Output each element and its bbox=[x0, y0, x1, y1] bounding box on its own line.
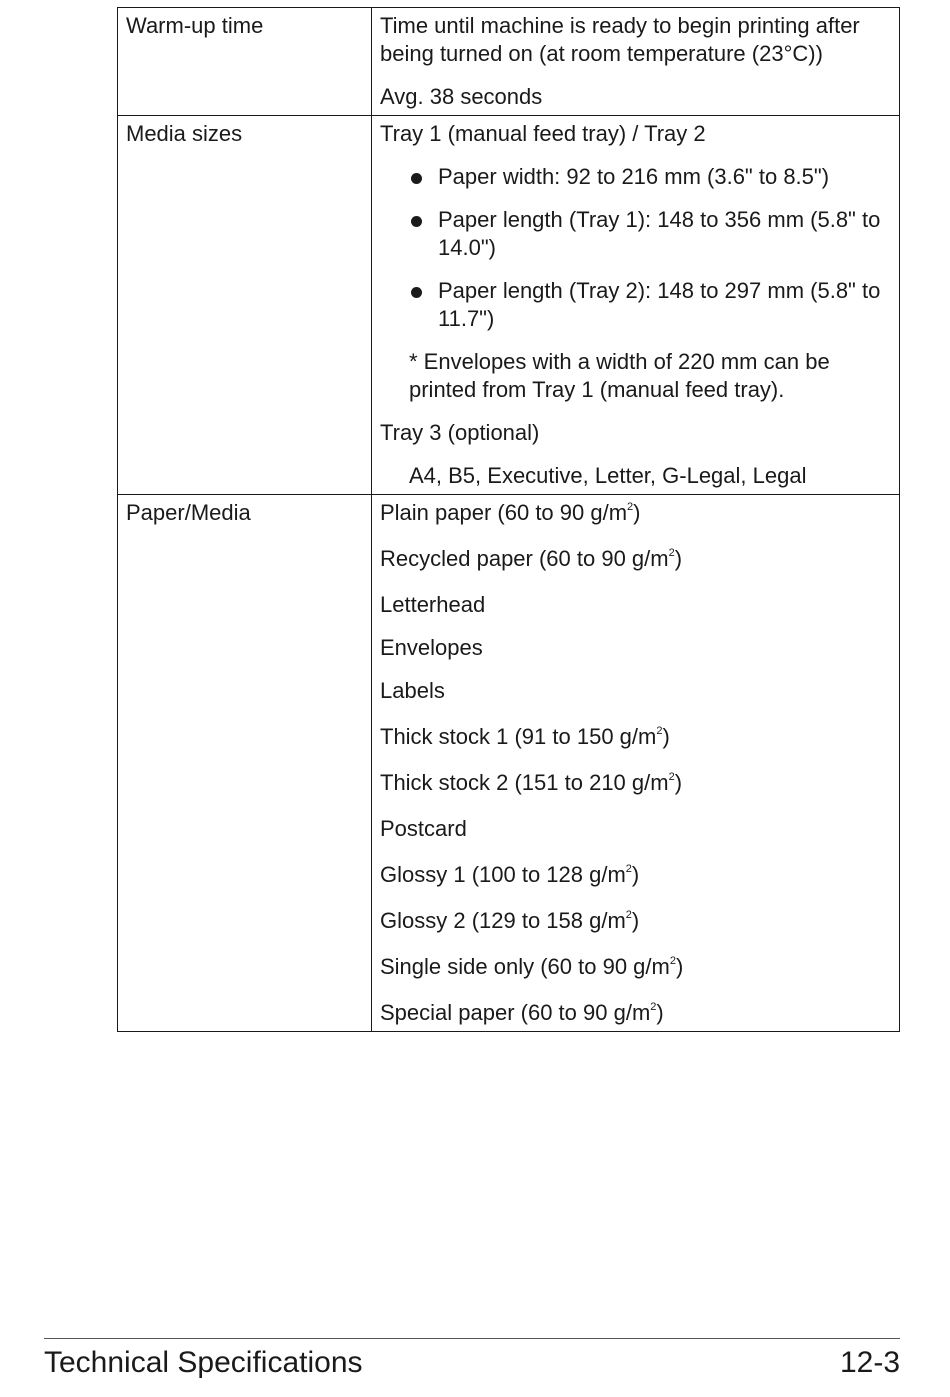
warmup-average: Avg. 38 seconds bbox=[380, 84, 543, 109]
media-type-text: Labels bbox=[380, 678, 445, 703]
footer-divider bbox=[44, 1338, 900, 1339]
unit-superscript: 2 bbox=[627, 500, 634, 513]
closing-paren: ) bbox=[631, 908, 640, 933]
bullet-icon bbox=[411, 287, 422, 298]
bullet-icon bbox=[411, 216, 422, 227]
media-type-text: Plain paper (60 to 90 g/m bbox=[380, 500, 628, 525]
list-item bbox=[380, 499, 891, 527]
media-type-text: Glossy 1 (100 to 128 g/m bbox=[380, 862, 626, 887]
list-item bbox=[380, 206, 891, 262]
spec-row-media-sizes bbox=[118, 116, 900, 495]
list-item bbox=[380, 545, 891, 573]
media-type-text: Postcard bbox=[380, 816, 467, 841]
media-type-text: Recycled paper (60 to 90 g/m bbox=[380, 546, 669, 571]
closing-paren: ) bbox=[662, 724, 670, 749]
spec-label-warmup: Warm-up time bbox=[118, 8, 372, 116]
tray3-sizes: A4, B5, Executive, Letter, G-Legal, Legal bbox=[409, 463, 807, 488]
list-item bbox=[380, 591, 891, 619]
warmup-description: Time until machine is ready to begin printing after being turned on (at room temperature (23°C)) bbox=[380, 13, 860, 66]
closing-paren: ) bbox=[674, 770, 683, 795]
spec-value-paper-media bbox=[372, 495, 900, 1032]
closing-paren: ) bbox=[633, 500, 641, 525]
list-item bbox=[380, 907, 891, 935]
media-type-text: Special paper (60 to 90 g/m bbox=[380, 1000, 651, 1025]
media-type-text: Single side only (60 to 90 g/m bbox=[380, 954, 670, 979]
list-item bbox=[380, 634, 891, 662]
list-item bbox=[380, 277, 891, 333]
list-item bbox=[380, 163, 891, 191]
spec-row-paper-media bbox=[118, 495, 900, 1032]
bullet-text-paper-length-tray1: Paper length (Tray 1): 148 to 356 mm (5.8" to 14.0") bbox=[438, 207, 881, 260]
spec-value-media-sizes bbox=[372, 116, 900, 495]
list-item bbox=[380, 769, 891, 797]
list-item bbox=[380, 815, 891, 843]
spec-label-paper-media: Paper/Media bbox=[118, 495, 372, 1032]
bullet-text-paper-width: Paper width: 92 to 216 mm (3.6" to 8.5") bbox=[438, 164, 830, 189]
list-item bbox=[380, 861, 891, 889]
media-type-text: Envelopes bbox=[380, 635, 483, 660]
spec-row-warmup bbox=[118, 8, 900, 116]
paper-media-list bbox=[380, 499, 891, 1027]
list-item bbox=[380, 953, 891, 981]
media-type-text: Thick stock 2 (151 to 210 g/m bbox=[380, 770, 669, 795]
media-size-bullet-list bbox=[380, 163, 891, 333]
unit-superscript: 2 bbox=[668, 770, 675, 783]
list-item bbox=[380, 723, 891, 751]
unit-superscript: 2 bbox=[650, 1000, 657, 1013]
closing-paren: ) bbox=[675, 954, 684, 979]
envelope-note: * Envelopes with a width of 220 mm can be printed from Tray 1 (manual feed tray). bbox=[409, 349, 830, 402]
unit-superscript: 2 bbox=[656, 724, 663, 737]
unit-superscript: 2 bbox=[669, 954, 676, 967]
list-item bbox=[380, 677, 891, 705]
page-number: 12-3 bbox=[839, 1346, 900, 1379]
media-type-text: Glossy 2 (129 to 158 g/m bbox=[380, 908, 626, 933]
closing-paren: ) bbox=[674, 546, 683, 571]
spec-table bbox=[117, 7, 900, 1032]
tray3-heading: Tray 3 (optional) bbox=[380, 420, 540, 445]
unit-superscript: 2 bbox=[668, 546, 675, 559]
tray12-heading: Tray 1 (manual feed tray) / Tray 2 bbox=[380, 121, 706, 146]
media-type-text: Thick stock 1 (91 to 150 g/m bbox=[380, 724, 657, 749]
unit-superscript: 2 bbox=[625, 908, 632, 921]
closing-paren: ) bbox=[656, 1000, 664, 1025]
closing-paren: ) bbox=[631, 862, 640, 887]
bullet-icon bbox=[411, 173, 422, 184]
spec-value-warmup bbox=[372, 8, 900, 116]
bullet-text-paper-length-tray2: Paper length (Tray 2): 148 to 297 mm (5.8" to 11.7") bbox=[438, 278, 881, 331]
media-type-text: Letterhead bbox=[380, 592, 486, 617]
footer-title: Technical Specifications bbox=[44, 1346, 363, 1379]
unit-superscript: 2 bbox=[625, 862, 632, 875]
spec-label-media-sizes: Media sizes bbox=[118, 116, 372, 495]
list-item bbox=[380, 999, 891, 1027]
